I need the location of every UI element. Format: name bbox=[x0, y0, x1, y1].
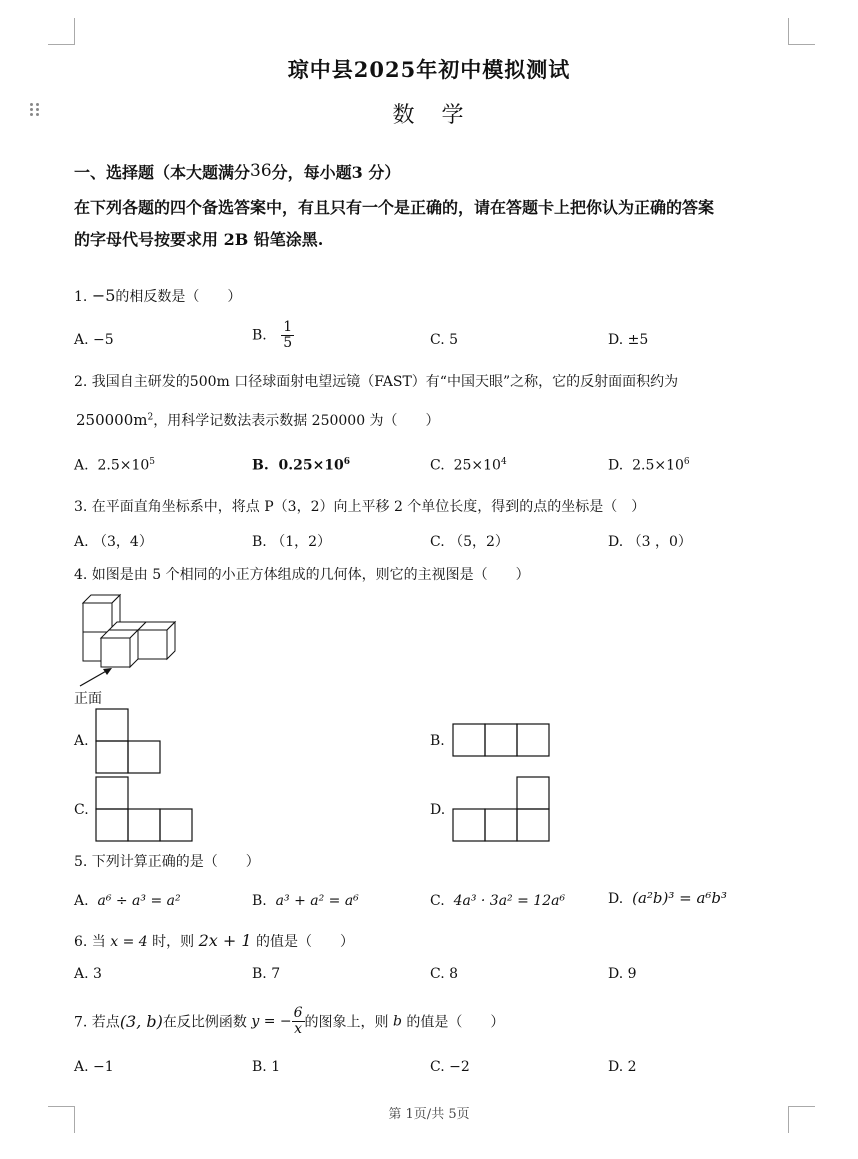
question-2-line-2: $250000m^2$，用科学记数法表示数据 250000 为（ ） bbox=[76, 411, 440, 429]
q5-option-d[interactable]: D. (a²b)³ = a⁶b³ bbox=[608, 889, 728, 907]
section-instruction: 在下列各题的四个备选答案中，有且只有一个是正确的，请在答题卡上把你认为正确的答案 的字母代号按要求用 2B 铅笔涂黑. bbox=[74, 198, 715, 249]
section-heading: 一、选择题（本大题满分36分，每小题3 分） bbox=[74, 161, 401, 182]
question-5: 5. 下列计算正确的是（ ） bbox=[74, 854, 260, 870]
q3-option-c[interactable]: C. （5，2） bbox=[430, 534, 509, 550]
q1-option-b[interactable]: B. $\frac{1}{5}$ bbox=[252, 319, 293, 351]
q5-option-a[interactable]: A. a⁶ ÷ a³ = a² bbox=[74, 893, 181, 909]
question-6: 6. 当 x = 4 时，则 2x + 1 的值是（ ） bbox=[74, 931, 355, 950]
q4-option-a-figure[interactable] bbox=[95, 708, 163, 774]
crop-mark-top-left bbox=[48, 18, 75, 45]
q7-option-a[interactable]: A. −1 bbox=[74, 1059, 114, 1075]
q2-option-d[interactable]: D. $2.5\times 10^6$ bbox=[608, 457, 690, 474]
q7-option-c[interactable]: C. −2 bbox=[430, 1059, 470, 1075]
q4-cube-figure bbox=[78, 590, 188, 690]
q3-option-a[interactable]: A. （3，4） bbox=[74, 534, 153, 550]
page-number: 第 1页/共 5页 bbox=[388, 1107, 470, 1122]
q4-front-label: 正面 bbox=[74, 691, 102, 707]
q6-option-a[interactable]: A. 3 bbox=[74, 966, 102, 982]
q4-option-d-label[interactable]: D. bbox=[430, 802, 446, 818]
question-2-line-1: 2. 我国自主研发的500m 口径球面射电望远镜（FAST）有“中国天眼”之称，它的反射面面积约为 bbox=[74, 374, 679, 390]
q1-option-a[interactable]: A. −5 bbox=[74, 332, 114, 348]
q1-option-c[interactable]: C. 5 bbox=[430, 332, 459, 348]
q2-option-b[interactable]: B. $0.25\times 10^6$ bbox=[252, 457, 351, 474]
q6-option-d[interactable]: D. 9 bbox=[608, 966, 637, 982]
q4-option-b-label[interactable]: B. bbox=[430, 733, 445, 749]
exam-title: 琼中县2025年初中模拟测试 bbox=[287, 57, 571, 82]
question-7: 7. 若点(3, b)在反比例函数 y = − $\frac{6}{x}$ 的图象上，则 b 的值是（ ） bbox=[74, 1005, 505, 1037]
question-1: 1. −5的相反数是（ ） bbox=[74, 286, 242, 305]
q4-option-b-figure[interactable] bbox=[452, 723, 550, 757]
q5-option-c[interactable]: C. 4a³ · 3a² = 12a⁶ bbox=[430, 893, 566, 909]
question-4: 4. 如图是由 5 个相同的小正方体组成的几何体，则它的主视图是（ ） bbox=[74, 567, 530, 583]
crop-mark-top-right bbox=[788, 18, 815, 45]
q4-option-d-figure[interactable] bbox=[452, 776, 550, 842]
q1-option-d[interactable]: D. ±5 bbox=[608, 332, 649, 348]
q2-option-a[interactable]: A. $2.5\times 10^5$ bbox=[74, 457, 156, 474]
q7-option-d[interactable]: D. 2 bbox=[608, 1059, 637, 1075]
question-3: 3. 在平面直角坐标系中，将点 P（3，2）向上平移 2 个单位长度，得到的点的坐标是（ ） bbox=[74, 499, 646, 515]
q2-option-c[interactable]: C. $25\times 10^4$ bbox=[430, 457, 507, 474]
subject-title: 数 学 bbox=[392, 103, 474, 128]
q3-option-d[interactable]: D. （3 ，0） bbox=[608, 534, 692, 550]
q4-option-c-label[interactable]: C. bbox=[74, 802, 89, 818]
q5-option-b[interactable]: B. a³ + a² = a⁶ bbox=[252, 893, 359, 909]
q4-option-c-figure[interactable] bbox=[95, 776, 193, 842]
q7-option-b[interactable]: B. 1 bbox=[252, 1059, 281, 1075]
q4-option-a-label[interactable]: A. bbox=[74, 733, 89, 749]
q3-option-b[interactable]: B. （1，2） bbox=[252, 534, 332, 550]
q6-option-c[interactable]: C. 8 bbox=[430, 966, 459, 982]
q6-option-b[interactable]: B. 7 bbox=[252, 966, 281, 982]
